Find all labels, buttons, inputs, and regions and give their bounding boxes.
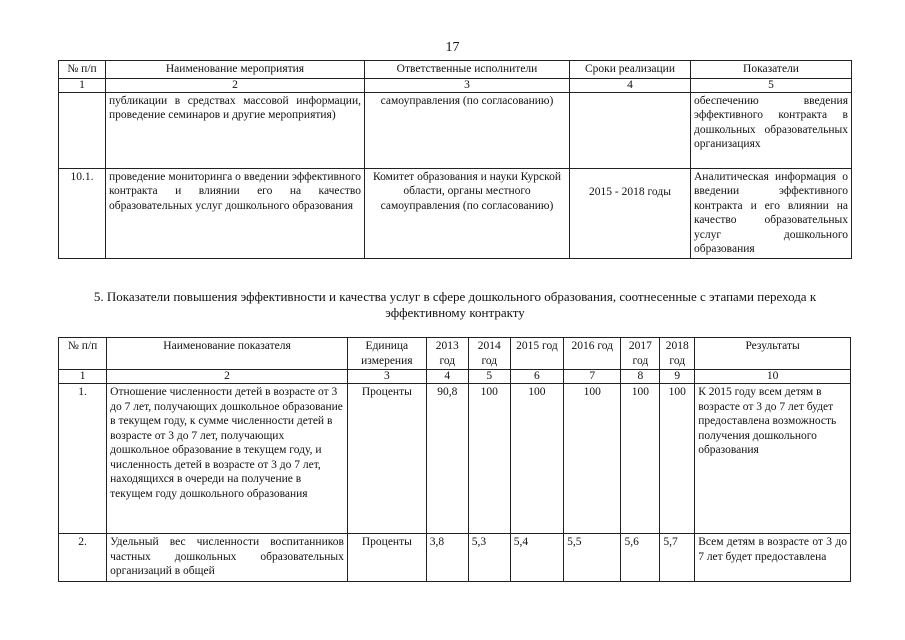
column-number: 2	[107, 370, 348, 384]
result: Всем детям в возрасте от 3 до 7 лет будет предоставлена	[695, 534, 851, 582]
indicators: Аналитическая информация о введении эффективного контракта и его влиянии на качество образовательных услуг дошкольного образования	[691, 168, 852, 258]
column-number: 5	[691, 78, 852, 92]
column-header-year-2016: 2016 год	[564, 338, 621, 370]
value-2014: 100	[468, 384, 510, 534]
column-number: 2	[106, 78, 365, 92]
value-2015: 5,4	[510, 534, 563, 582]
column-number: 7	[564, 370, 621, 384]
indicator-name: Отношение численности детей в возрасте от 3 до 7 лет, получающих дошкольное образование в текущем году, к сумме численности детей в возрасте от 3 до 7 лет, получающих дошкольное образование в текущем году, и численность детей в возрасте от 3 до 7 лет, находящихся в очереди на получение в текущем году дошкольного образования	[107, 384, 348, 534]
value-2018: 5,7	[660, 534, 695, 582]
table-row	[59, 534, 851, 582]
unit: Проценты	[347, 534, 426, 582]
column-header-indicators: Показатели	[691, 61, 852, 79]
table-row	[59, 168, 852, 258]
table-header-row	[59, 61, 852, 79]
indicators: обеспечению введения эффективного контракта в дошкольных образовательных организациях	[691, 92, 852, 168]
value-2016: 5,5	[564, 534, 621, 582]
activity-name: проведение мониторинга о введении эффективного контракта и влиянии его на качество образовательных услуг дошкольного образования	[106, 168, 365, 258]
column-number: 6	[510, 370, 563, 384]
value-2014: 5,3	[468, 534, 510, 582]
row-number	[59, 92, 106, 168]
table-row	[59, 384, 851, 534]
column-number: 10	[695, 370, 851, 384]
indicator-name: Удельный вес численности воспитанников частных дошкольных образовательных организаций в общей	[107, 534, 348, 582]
value-2013: 90,8	[426, 384, 468, 534]
section-title: 5. Показатели повышения эффективности и качества услуг в сфере дошкольного образования, соотнесенные с этапами перехода к эффективному контракту	[93, 289, 817, 320]
timeline: 2015 - 2018 годы	[570, 168, 691, 258]
column-number: 5	[468, 370, 510, 384]
column-header-unit: Единица измерения	[347, 338, 426, 370]
column-header-number: № п/п	[59, 61, 106, 79]
column-number: 1	[59, 78, 106, 92]
activities-table	[58, 60, 852, 259]
column-number: 8	[621, 370, 660, 384]
row-number: 10.1.	[59, 168, 106, 258]
column-number: 9	[660, 370, 695, 384]
column-header-timeline: Сроки реализации	[570, 61, 691, 79]
row-number: 1.	[59, 384, 107, 534]
executors: Комитет образования и науки Курской области, органы местного самоуправления (по согласованию)	[365, 168, 570, 258]
column-number-row	[59, 370, 851, 384]
value-2017: 5,6	[621, 534, 660, 582]
table-header-row	[59, 338, 851, 370]
value-2017: 100	[621, 384, 660, 534]
executors: самоуправления (по согласованию)	[365, 92, 570, 168]
column-number: 4	[426, 370, 468, 384]
column-header-indicator-name: Наименование показателя	[107, 338, 348, 370]
value-2013: 3,8	[426, 534, 468, 582]
table-row	[59, 92, 852, 168]
column-header-executors: Ответственные исполнители	[365, 61, 570, 79]
column-number-row	[59, 78, 852, 92]
column-number: 4	[570, 78, 691, 92]
column-number: 1	[59, 370, 107, 384]
column-header-results: Результаты	[695, 338, 851, 370]
column-header-year-2013: 2013 год	[426, 338, 468, 370]
column-number: 3	[365, 78, 570, 92]
column-header-number: № п/п	[59, 338, 107, 370]
timeline	[570, 92, 691, 168]
unit: Проценты	[347, 384, 426, 534]
activity-name: публикации в средствах массовой информации, проведение семинаров и другие мероприятия)	[106, 92, 365, 168]
column-header-year-2014: 2014 год	[468, 338, 510, 370]
column-header-year-2017: 2017 год	[621, 338, 660, 370]
page-number: 17	[445, 40, 460, 55]
column-header-year-2018: 2018 год	[660, 338, 695, 370]
column-number: 3	[347, 370, 426, 384]
value-2015: 100	[510, 384, 563, 534]
value-2016: 100	[564, 384, 621, 534]
column-header-year-2015: 2015 год	[510, 338, 563, 370]
result: К 2015 году всем детям в возрасте от 3 до 7 лет будет предоставлена возможность получения дошкольного образования	[695, 384, 851, 534]
value-2018: 100	[660, 384, 695, 534]
indicators-table	[58, 337, 851, 582]
row-number: 2.	[59, 534, 107, 582]
column-header-activity-name: Наименование мероприятия	[106, 61, 365, 79]
